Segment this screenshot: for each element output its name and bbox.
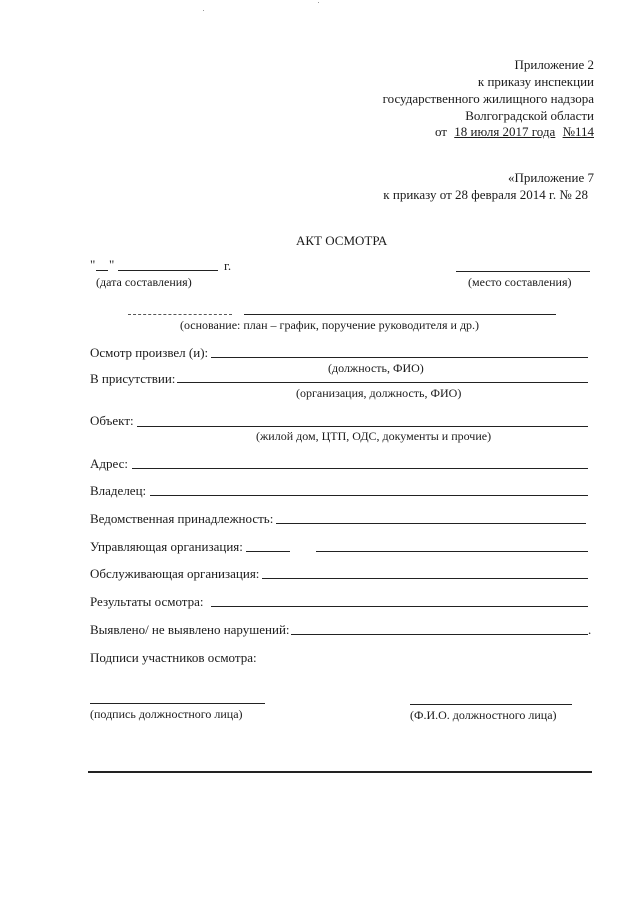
place-line[interactable]	[456, 271, 590, 272]
owner-line[interactable]	[150, 495, 588, 496]
service-org-line[interactable]	[262, 578, 588, 579]
owner-label: Владелец:	[90, 483, 147, 498]
basis-line-short[interactable]	[128, 314, 232, 315]
signature-caption-left: (подпись должностного лица)	[90, 707, 243, 721]
date-year-suffix: г.	[224, 258, 232, 273]
management-org-line-short[interactable]	[246, 551, 290, 552]
department-line[interactable]	[276, 523, 586, 524]
in-presence-label: В присутствии:	[90, 371, 176, 386]
violations-line[interactable]	[291, 634, 588, 635]
appendix-line: государственного жилищного надзора	[382, 91, 594, 106]
scan-speck	[203, 10, 204, 11]
appendix-quote-line: «Приложение 7	[507, 170, 594, 185]
inspected-by-caption: (должность, ФИО)	[328, 361, 424, 375]
results-line[interactable]	[211, 606, 588, 607]
management-org-line[interactable]	[316, 551, 588, 552]
object-label: Объект:	[90, 413, 134, 428]
inspected-by-label: Осмотр произвел (и):	[90, 345, 209, 360]
signatures-heading: Подписи участников осмотра:	[90, 650, 257, 665]
violations-end: .	[588, 622, 592, 637]
object-caption: (жилой дом, ЦТП, ОДС, документы и прочие)	[256, 429, 492, 443]
appendix-number: №114	[562, 124, 594, 139]
signature-caption-right: (Ф.И.О. должностного лица)	[410, 708, 557, 722]
basis-caption: (основание: план – график, поручение руководителя и др.)	[180, 318, 480, 332]
scan-speck	[318, 2, 319, 3]
appendix-date-line	[435, 124, 594, 140]
service-org-label: Обслуживающая организация:	[90, 566, 260, 581]
date-quote-open: "	[90, 257, 96, 272]
document-title: АКТ ОСМОТРА	[296, 233, 388, 248]
date-month-line[interactable]	[118, 270, 218, 271]
object-line[interactable]	[137, 426, 588, 427]
address-label: Адрес:	[90, 456, 128, 471]
date-prefix: от	[434, 124, 447, 139]
place-caption: (место составления)	[468, 275, 572, 289]
date-day-line[interactable]	[96, 270, 108, 271]
results-label: Результаты осмотра:	[90, 594, 204, 609]
violations-label: Выявлено/ не выявлено нарушений:	[90, 622, 290, 637]
address-line[interactable]	[132, 468, 588, 469]
signature-line-left[interactable]	[90, 703, 265, 704]
department-label: Ведомственная принадлежность:	[90, 511, 274, 526]
appendix-quote-line: к приказу от 28 февраля 2014 г. № 28	[383, 187, 588, 202]
in-presence-caption: (организация, должность, ФИО)	[296, 386, 462, 400]
date-caption: (дата составления)	[96, 275, 192, 289]
appendix-line: Приложение 2	[514, 57, 594, 72]
management-org-label: Управляющая организация:	[90, 539, 243, 554]
date-quote-close: "	[109, 257, 115, 272]
appendix-date: 18 июля 2017 года	[454, 124, 556, 139]
basis-line[interactable]	[244, 314, 556, 315]
appendix-line: Волгоградской области	[465, 108, 594, 123]
inspected-by-line[interactable]	[211, 357, 588, 358]
in-presence-line[interactable]	[177, 382, 588, 383]
appendix-line: к приказу инспекции	[477, 74, 594, 89]
signature-line-right[interactable]	[410, 704, 572, 705]
bottom-rule	[88, 771, 592, 773]
